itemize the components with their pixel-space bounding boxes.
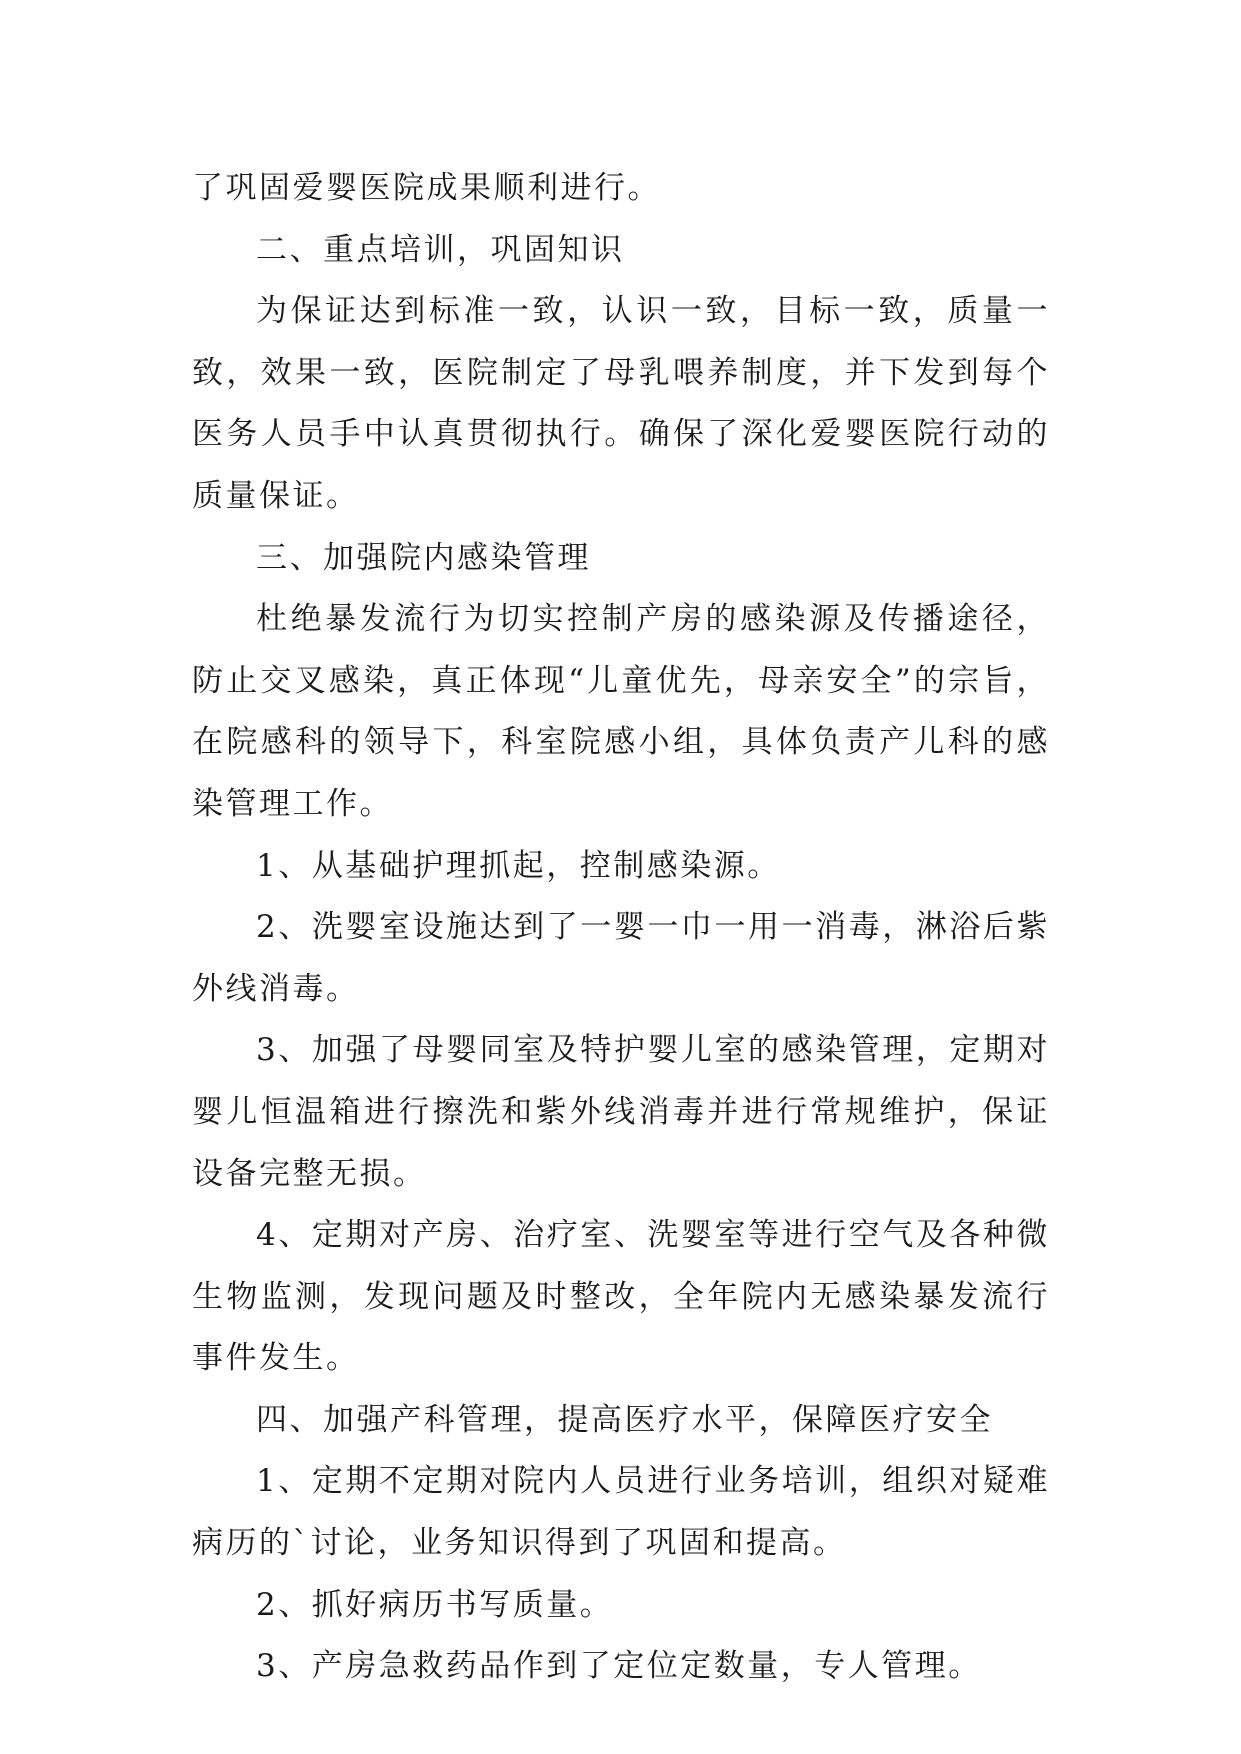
section-heading-2: 二、重点培训，巩固知识 [256, 231, 625, 268]
list-item: 3、产房急救药品作到了定位定数量，专人管理。 [256, 1648, 982, 1685]
paragraph-continuation: 了巩固爱婴医院成果顺利进行。 [192, 170, 661, 206]
list-item: 3、加强了母婴同室及特护婴儿室的感染管理，定期对婴儿恒温箱进行擦洗和紫外线消毒并进行常规维护，保证设备完整无损。 [192, 1032, 1050, 1192]
paragraph: 为保证达到标准一致，认识一致，目标一致，质量一致，效果一致，医院制定了母乳喂养制度，并下发到每个医务人员手中认真贯彻执行。确保了深化爱婴医院行动的质量保证。 [192, 293, 1050, 514]
list-item: 1、定期不定期对院内人员进行业务培训，组织对疑难病历的`讨论，业务知识得到了巩固和提高。 [192, 1463, 1050, 1562]
list-item: 2、洗婴室设施达到了一婴一巾一用一消毒，淋浴后紫外线消毒。 [192, 909, 1050, 1007]
document-body [192, 158, 1050, 1698]
section-heading-4: 四、加强产科管理，提高医疗水平，保障医疗安全 [256, 1401, 993, 1438]
paragraph: 杜绝暴发流行为切实控制产房的感染源及传播途径，防止交叉感染，真正体现“儿童优先，母亲安全”的宗旨，在院感科的领导下，科室院感小组，具体负责产儿科的感染管理工作。 [192, 601, 1050, 822]
list-item: 2、抓好病历书写质量。 [256, 1586, 614, 1623]
section-heading-3: 三、加强院内感染管理 [256, 539, 591, 576]
list-item: 4、定期对产房、治疗室、洗婴室等进行空气及各种微生物监测，发现问题及时整改，全年院内无感染暴发流行事件发生。 [192, 1217, 1050, 1377]
list-item: 1、从基础护理抓起，控制感染源。 [256, 847, 781, 884]
